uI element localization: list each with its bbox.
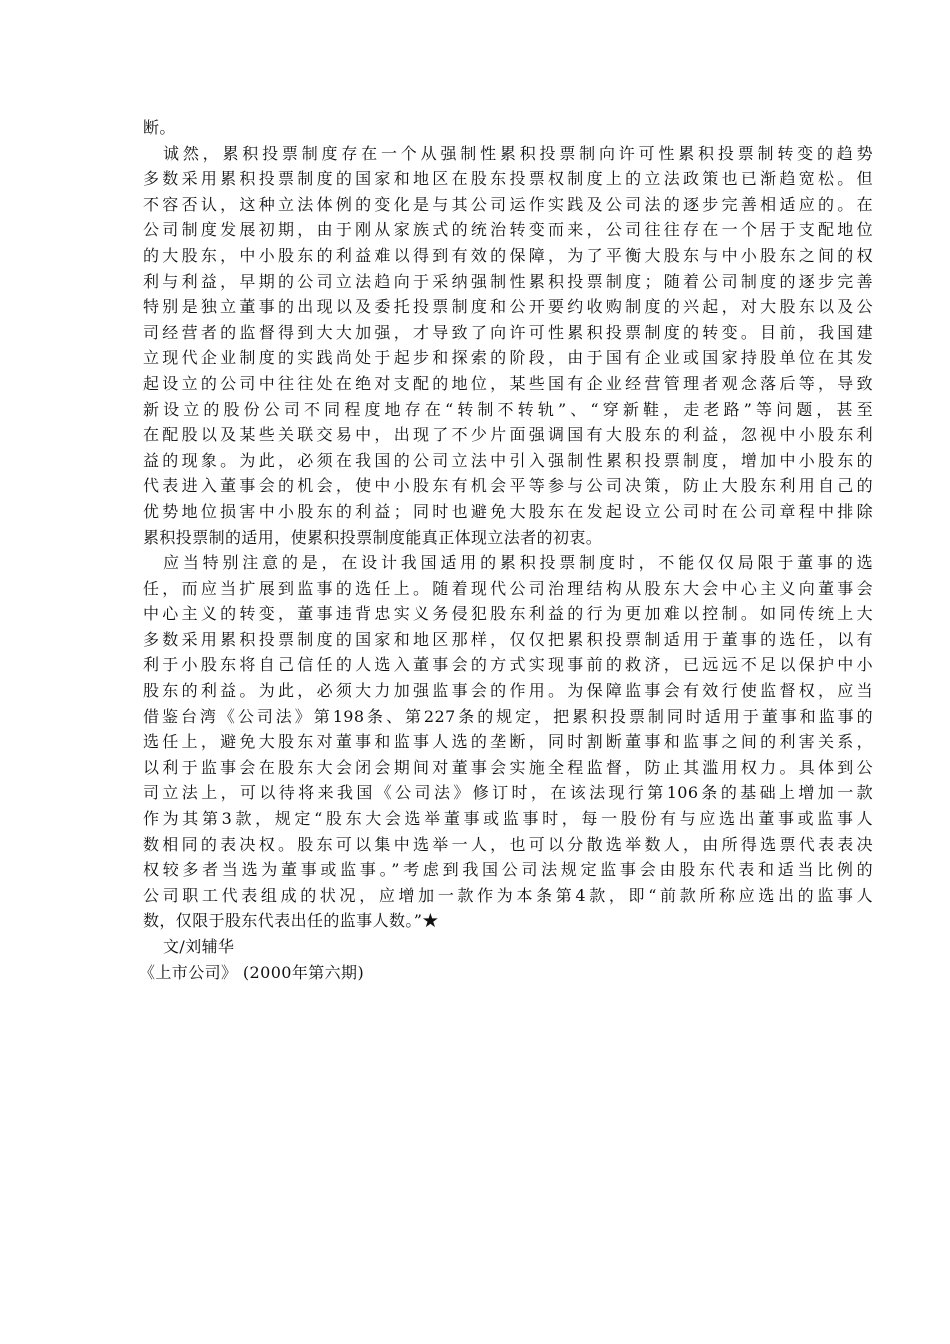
- paragraph-line: 数相同的表决权。股东可以集中选举一人，也可以分散选举数人，由所得选票代表表决: [143, 834, 873, 854]
- paragraph-line: 特别是独立董事的出现以及委托投票制度和公开要约收购制度的兴起，对大股东以及公: [143, 297, 873, 317]
- paragraph-line: 选任上，避免大股东对董事和监事人选的垄断，同时割断董事和监事之间的利害关系，: [143, 732, 873, 752]
- paragraph-line: 司经营者的监督得到大大加强，才导致了向许可性累积投票制度的转变。目前，我国建: [143, 322, 873, 342]
- paragraph: [143, 115, 873, 141]
- author-byline: 文/刘辅华: [163, 937, 235, 956]
- paragraph-line: 立现代企业制度的实践尚处于起步和探索的阶段，由于国有企业或国家持股单位在其发: [143, 348, 873, 368]
- paragraph-line: 断。: [143, 118, 176, 137]
- paragraph: [143, 550, 873, 934]
- paragraph-line: 不容否认，这种立法体例的变化是与其公司运作实践及公司法的逐步完善相适应的。在: [143, 194, 873, 214]
- paragraph-line: 公司制度发展初期，由于刚从家族式的统治转变而来，公司往往存在一个居于支配地位: [143, 220, 873, 240]
- paragraph-line: 作为其第3款，规定“股东大会选举董事或监事时，每一股份有与应选出董事或监事人: [143, 809, 873, 829]
- paragraph-line: 中心主义的转变，董事违背忠实义务侵犯股东利益的行为更加难以控制。如同传统上大: [143, 604, 873, 624]
- paragraph-line: 诚然，累积投票制度存在一个从强制性累积投票制向许可性累积投票制转变的趋势: [163, 143, 873, 163]
- paragraph-line: 借鉴台湾《公司法》第198条、第227条的规定，把累积投票制同时适用于董事和监事的: [143, 706, 873, 726]
- paragraph-line: 新设立的股份公司不同程度地存在“转制不转轨”、“穿新鞋，走老路”等问题，甚至: [143, 399, 873, 419]
- paragraph-line: 益的现象。为此，必须在我国的公司立法中引入强制性累积投票制度，增加中小股东的: [143, 450, 873, 470]
- paragraph: [143, 141, 873, 551]
- paragraph-line: 司立法上，可以待将来我国《公司法》修订时，在该法现行第106条的基础上增加一款: [143, 783, 873, 803]
- article-body: [139, 115, 873, 985]
- paragraph-line: 利于小股东将自己信任的人选入董事会的方式实现事前的救济，已远远不足以保护中小: [143, 655, 873, 675]
- paragraph-line: 优势地位损害中小股东的利益；同时也避免大股东在发起设立公司时在公司章程中排除: [143, 501, 873, 521]
- paragraph-line: 公司职工代表组成的状况，应增加一款作为本条第4款，即“前款所称应选出的监事人: [143, 885, 873, 905]
- paragraph-line: 数，仅限于股东代表出任的监事人数。”★: [143, 911, 439, 931]
- paragraph-line: 代表进入董事会的机会，使中小股东有机会平等参与公司决策，防止大股东利用自己的: [143, 476, 873, 496]
- paragraph-line: 的大股东，中小股东的利益难以得到有效的保障，为了平衡大股东与中小股东之间的权: [143, 245, 873, 265]
- paragraph-line: 股东的利益。为此，必须大力加强监事会的作用。为保障监事会有效行使监督权，应当: [143, 681, 873, 701]
- paragraph-line: 应当特别注意的是，在设计我国适用的累积投票制度时，不能仅仅局限于董事的选: [163, 553, 873, 573]
- publication-source: 《上市公司》 (2000年第六期): [139, 962, 365, 982]
- paragraph-line: 权较多者当选为董事或监事。”考虑到我国公司法规定监事会由股东代表和适当比例的: [143, 860, 873, 880]
- paragraph-line: 在配股以及某些关联交易中，出现了不少片面强调国有大股东的利益，忽视中小股东利: [143, 425, 873, 445]
- paragraph-line: 利与利益，早期的公司立法趋向于采纳强制性累积投票制度；随着公司制度的逐步完善: [143, 271, 873, 291]
- paragraph-line: 起设立的公司中往往处在绝对支配的地位，某些国有企业经营管理者观念落后等，导致: [143, 373, 873, 393]
- paragraph-line: 任，而应当扩展到监事的选任上。随着现代公司治理结构从股东大会中心主义向董事会: [143, 578, 873, 598]
- paragraph-line: 累积投票制的适用，使累积投票制度能真正体现立法者的初衷。: [143, 527, 603, 547]
- paragraph-line: 多数采用累积投票制度的国家和地区那样，仅仅把累积投票制适用于董事的选任，以有: [143, 629, 873, 649]
- paragraph-line: 多数采用累积投票制度的国家和地区在股东投票权制度上的立法政策也已渐趋宽松。但: [143, 169, 873, 189]
- paragraph-line: 以利于监事会在股东大会闭会期间对董事会实施全程监督，防止其滥用权力。具体到公: [143, 757, 873, 777]
